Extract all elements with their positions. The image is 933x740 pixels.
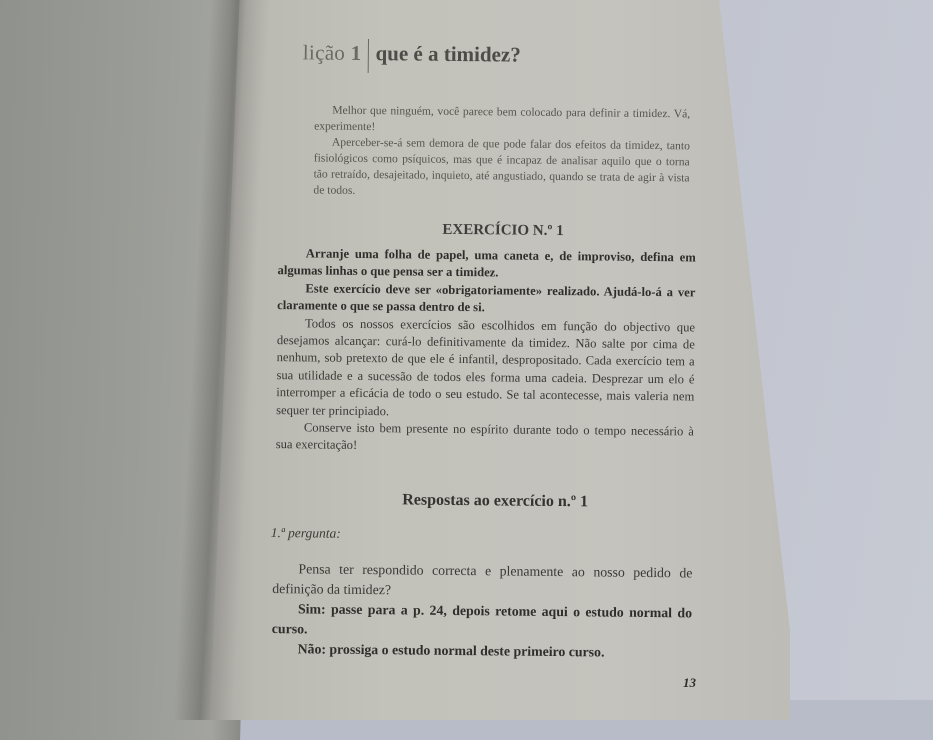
answers-title: Respostas ao exercício n.º 1 bbox=[402, 491, 589, 511]
question-text: Pensa ter respondido correcta e plenamente ao nosso pedido de definição da timidez? bbox=[272, 561, 693, 598]
exercise-body bbox=[276, 245, 696, 458]
lesson-question: que é a timidez? bbox=[375, 41, 521, 67]
exercise-title: EXERCÍCIO N.º 1 bbox=[442, 221, 564, 240]
lesson-number: 1 bbox=[350, 40, 362, 65]
answers-body bbox=[272, 559, 693, 663]
exercise-instruction: Arranje uma folha de papel, uma caneta e, de improviso, defina em algumas linhas o que pensa ser a timidez. bbox=[277, 246, 696, 280]
lesson-label: lição 1 bbox=[302, 40, 362, 65]
intro-text bbox=[313, 102, 690, 202]
page-text bbox=[264, 40, 710, 663]
exercise-paragraph: Todos os nossos exercícios são escolhidos em função do objectivo que desejamos alcançar: curá-lo definitivamente da timidez. Não salte por cima de nenhum, sob pretexto de que ele é infantil, despropositado. Cada exercício tem a sua utilidade e a sucessão de todos eles forma uma cadeia. Desprezar um elo é interromper a eficácia de todo o seu estudo. Se tal acontecesse, mais valeria nem sequer ter principiado. bbox=[276, 316, 696, 418]
exercise-instruction: Este exercício deve ser «obrigatoriamente» realizado. Ajudá-lo-á a ver claramente o que se passa dentro de si. bbox=[277, 281, 696, 315]
intro-paragraph: Melhor que ninguém, você parece bem colocado para definir a timidez. Vá, experimente! bbox=[314, 103, 691, 134]
question-label: 1.ª pergunta: bbox=[270, 524, 341, 541]
answer-no: Não: prossiga o estudo normal deste primeiro curso. bbox=[297, 641, 605, 660]
intro-paragraph: Aperceber-se-á sem demora de que pode falar dos efeitos da timidez, tanto fisiológicos como psíquicos, mas que é incapaz de analisar aquilo que o torna tão retraído, desajeitado, inquieto, até angustiado, quando se trata de agir à vista de todos. bbox=[313, 135, 690, 197]
lesson-heading bbox=[303, 40, 710, 76]
page-number: 13 bbox=[683, 675, 696, 690]
heading-divider bbox=[367, 39, 368, 73]
exercise-paragraph: Conserve isto bem presente no espírito durante todo o tempo necessário à sua exercitação! bbox=[275, 420, 694, 453]
answer-yes: Sim: passe para a p. 24, depois retome aqui o estudo normal do curso. bbox=[271, 601, 693, 637]
